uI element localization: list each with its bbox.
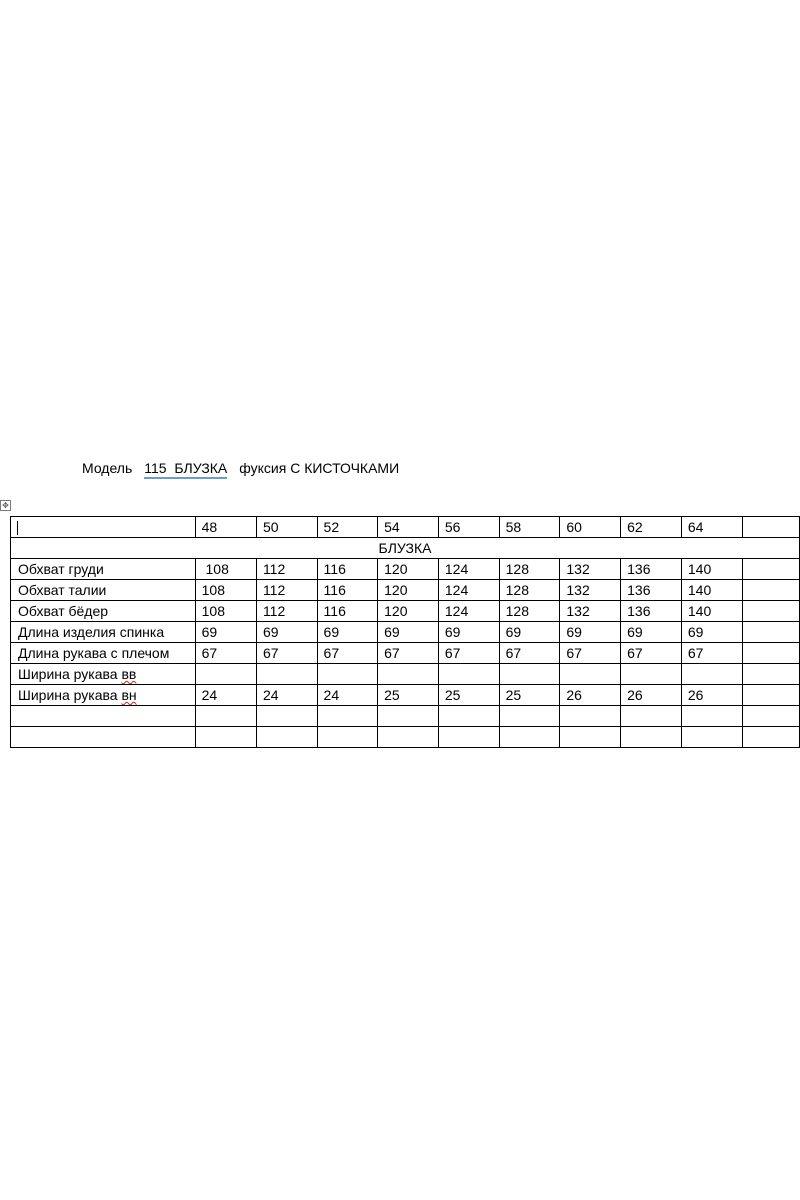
measurement-value[interactable]: 132 bbox=[560, 580, 621, 601]
measurement-value[interactable] bbox=[195, 727, 256, 748]
measurement-value[interactable] bbox=[438, 706, 499, 727]
measurement-label[interactable]: Обхват груди bbox=[11, 559, 196, 580]
measurement-value[interactable]: 108 bbox=[195, 559, 256, 580]
measurement-row bbox=[11, 622, 800, 643]
measurement-value[interactable] bbox=[681, 727, 742, 748]
size-table-body bbox=[11, 517, 800, 748]
measurement-value[interactable]: 67 bbox=[499, 643, 560, 664]
measurement-label-abbr: вн bbox=[121, 687, 137, 703]
measurement-value[interactable]: 69 bbox=[560, 622, 621, 643]
measurement-value[interactable] bbox=[499, 664, 560, 685]
measurement-value[interactable] bbox=[681, 706, 742, 727]
measurement-value[interactable] bbox=[378, 706, 439, 727]
size-header-cell[interactable] bbox=[742, 517, 799, 538]
measurement-row bbox=[11, 580, 800, 601]
table-move-handle-icon[interactable]: ✥ bbox=[0, 500, 11, 511]
measurement-value[interactable]: 120 bbox=[378, 559, 439, 580]
measurement-row bbox=[11, 643, 800, 664]
measurement-value[interactable]: 67 bbox=[438, 643, 499, 664]
measurement-value[interactable]: 136 bbox=[621, 601, 682, 622]
text-cursor bbox=[17, 521, 18, 535]
measurement-value[interactable] bbox=[742, 664, 799, 685]
measurement-row bbox=[11, 706, 800, 727]
measurement-value[interactable] bbox=[742, 643, 799, 664]
measurement-row bbox=[11, 664, 800, 685]
measurement-label[interactable]: Длина изделия спинка bbox=[11, 622, 196, 643]
measurement-label[interactable] bbox=[11, 727, 196, 748]
measurement-value[interactable] bbox=[621, 727, 682, 748]
measurement-value[interactable]: 67 bbox=[317, 643, 378, 664]
measurement-value[interactable] bbox=[560, 664, 621, 685]
measurement-value[interactable] bbox=[681, 664, 742, 685]
size-header-cell[interactable]: 60 bbox=[560, 517, 621, 538]
measurement-value[interactable]: 26 bbox=[621, 685, 682, 706]
measurement-label[interactable]: Длина рукава с плечом bbox=[11, 643, 196, 664]
measurement-value[interactable]: 24 bbox=[195, 685, 256, 706]
measurement-value[interactable] bbox=[742, 706, 799, 727]
measurement-value[interactable]: 124 bbox=[438, 559, 499, 580]
size-header-cell[interactable]: 50 bbox=[256, 517, 317, 538]
measurement-value[interactable] bbox=[621, 706, 682, 727]
measurement-value[interactable]: 112 bbox=[256, 601, 317, 622]
measurement-value[interactable]: 69 bbox=[256, 622, 317, 643]
measurement-value[interactable]: 116 bbox=[317, 580, 378, 601]
measurement-value[interactable]: 120 bbox=[378, 580, 439, 601]
measurement-value[interactable] bbox=[378, 727, 439, 748]
measurement-value[interactable] bbox=[256, 706, 317, 727]
measurement-value[interactable]: 69 bbox=[195, 622, 256, 643]
measurement-value[interactable]: 136 bbox=[621, 580, 682, 601]
measurement-value[interactable]: 25 bbox=[438, 685, 499, 706]
measurement-value[interactable]: 69 bbox=[438, 622, 499, 643]
measurement-value[interactable] bbox=[560, 706, 621, 727]
measurement-label[interactable]: Обхват бёдер bbox=[11, 601, 196, 622]
model-description: фуксия С КИСТОЧКАМИ bbox=[239, 460, 400, 476]
measurement-value[interactable]: 128 bbox=[499, 559, 560, 580]
measurement-value[interactable]: 124 bbox=[438, 601, 499, 622]
measurement-row bbox=[11, 559, 800, 580]
measurement-value[interactable] bbox=[742, 580, 799, 601]
measurement-row bbox=[11, 601, 800, 622]
measurement-value[interactable]: 124 bbox=[438, 580, 499, 601]
measurement-value[interactable]: 136 bbox=[621, 559, 682, 580]
measurement-value[interactable]: 67 bbox=[560, 643, 621, 664]
measurement-value[interactable]: 116 bbox=[317, 601, 378, 622]
measurement-label[interactable]: Обхват талии bbox=[11, 580, 196, 601]
measurement-value[interactable]: 25 bbox=[378, 685, 439, 706]
section-row bbox=[11, 538, 800, 559]
measurement-value[interactable]: 67 bbox=[256, 643, 317, 664]
size-header-cell[interactable]: 54 bbox=[378, 517, 439, 538]
measurement-value[interactable]: 67 bbox=[195, 643, 256, 664]
measurement-value[interactable]: 69 bbox=[681, 622, 742, 643]
measurement-value[interactable] bbox=[742, 685, 799, 706]
measurement-value[interactable]: 140 bbox=[681, 580, 742, 601]
model-number: 115 БЛУЗКА bbox=[144, 460, 227, 479]
measurement-value[interactable]: 132 bbox=[560, 559, 621, 580]
measurement-value[interactable]: 25 bbox=[499, 685, 560, 706]
measurement-value[interactable] bbox=[742, 601, 799, 622]
measurement-row bbox=[11, 685, 800, 706]
measurement-value[interactable]: 69 bbox=[499, 622, 560, 643]
measurement-value[interactable]: 132 bbox=[560, 601, 621, 622]
measurement-value[interactable]: 108 bbox=[195, 601, 256, 622]
measurement-value[interactable] bbox=[256, 727, 317, 748]
model-label: Модель bbox=[82, 460, 133, 476]
measurement-value[interactable]: 24 bbox=[317, 685, 378, 706]
measurement-value[interactable] bbox=[195, 706, 256, 727]
measurement-value[interactable]: 120 bbox=[378, 601, 439, 622]
measurement-value[interactable] bbox=[621, 664, 682, 685]
measurement-value[interactable] bbox=[438, 727, 499, 748]
measurement-label-abbr: вв bbox=[121, 666, 137, 682]
header-corner-cell[interactable] bbox=[11, 517, 196, 538]
document-title bbox=[82, 459, 399, 477]
measurement-label[interactable] bbox=[11, 706, 196, 727]
measurement-value[interactable] bbox=[317, 664, 378, 685]
measurement-value[interactable]: 140 bbox=[681, 601, 742, 622]
size-header-cell[interactable]: 58 bbox=[499, 517, 560, 538]
measurement-value[interactable]: 128 bbox=[499, 601, 560, 622]
measurement-label[interactable] bbox=[11, 685, 196, 706]
measurement-label-text: Ширина рукава bbox=[18, 666, 122, 682]
measurement-value[interactable]: 112 bbox=[256, 559, 317, 580]
measurement-value[interactable] bbox=[317, 706, 378, 727]
measurement-value[interactable]: 69 bbox=[621, 622, 682, 643]
measurement-value[interactable]: 140 bbox=[681, 559, 742, 580]
measurement-value[interactable]: 26 bbox=[560, 685, 621, 706]
size-table bbox=[10, 516, 800, 748]
size-header-cell[interactable]: 64 bbox=[681, 517, 742, 538]
measurement-value[interactable] bbox=[742, 622, 799, 643]
size-header-cell[interactable]: 52 bbox=[317, 517, 378, 538]
measurement-value[interactable] bbox=[742, 727, 799, 748]
measurement-value[interactable] bbox=[256, 664, 317, 685]
measurement-value[interactable] bbox=[499, 706, 560, 727]
size-header-row bbox=[11, 517, 800, 538]
measurement-row bbox=[11, 727, 800, 748]
measurement-value[interactable]: 69 bbox=[317, 622, 378, 643]
measurement-value[interactable] bbox=[438, 664, 499, 685]
size-header-cell[interactable]: 62 bbox=[621, 517, 682, 538]
measurement-value[interactable]: 67 bbox=[681, 643, 742, 664]
measurement-value[interactable]: 26 bbox=[681, 685, 742, 706]
measurement-value[interactable] bbox=[317, 727, 378, 748]
measurement-value[interactable]: 67 bbox=[378, 643, 439, 664]
section-title[interactable]: БЛУЗКА bbox=[11, 538, 800, 559]
measurement-value[interactable] bbox=[742, 559, 799, 580]
measurement-value[interactable]: 128 bbox=[499, 580, 560, 601]
size-header-cell[interactable]: 48 bbox=[195, 517, 256, 538]
measurement-value[interactable] bbox=[378, 664, 439, 685]
measurement-value[interactable]: 108 bbox=[195, 580, 256, 601]
measurement-value[interactable]: 116 bbox=[317, 559, 378, 580]
measurement-value[interactable]: 112 bbox=[256, 580, 317, 601]
measurement-value[interactable]: 24 bbox=[256, 685, 317, 706]
measurement-value[interactable] bbox=[560, 727, 621, 748]
measurement-label-text: Ширина рукава bbox=[18, 687, 122, 703]
measurement-value[interactable] bbox=[195, 664, 256, 685]
measurement-value[interactable]: 69 bbox=[378, 622, 439, 643]
measurement-label[interactable] bbox=[11, 664, 196, 685]
size-header-cell[interactable]: 56 bbox=[438, 517, 499, 538]
measurement-value[interactable] bbox=[499, 727, 560, 748]
measurement-value[interactable]: 67 bbox=[621, 643, 682, 664]
